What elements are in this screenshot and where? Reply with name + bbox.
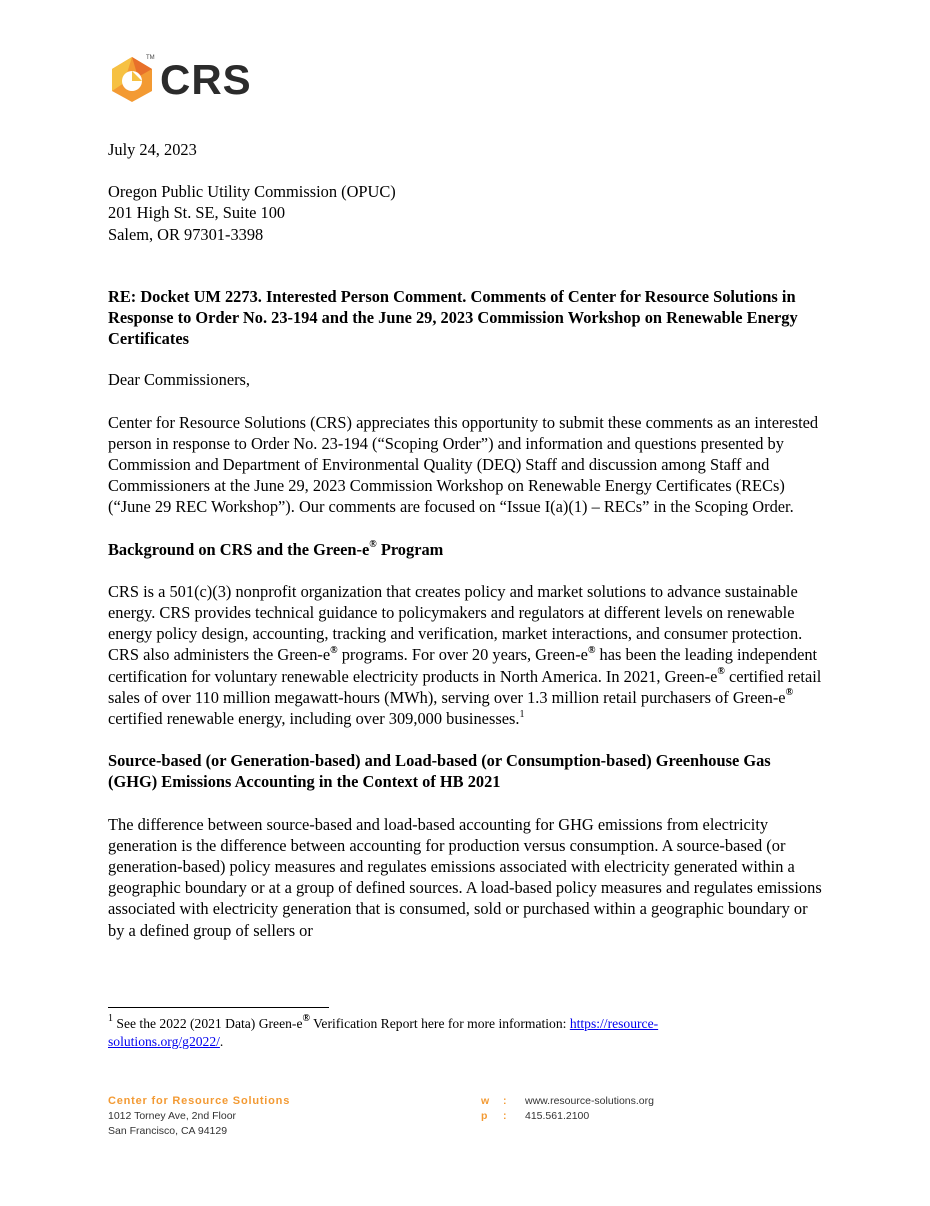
registered-mark: ®: [369, 539, 377, 551]
website-label: w: [481, 1095, 490, 1107]
registered-mark: ®: [587, 644, 596, 656]
letter-date: July 24, 2023: [108, 140, 197, 159]
address-line: 201 High St. SE, Suite 100: [108, 203, 286, 223]
registered-mark: ®: [717, 666, 725, 678]
letter-body: [108, 139, 823, 962]
section-heading-background: [108, 539, 823, 560]
heading-text: Program: [376, 539, 444, 559]
label-separator: :: [503, 1095, 507, 1107]
background-paragraph: [108, 581, 823, 729]
footer-address-line: 1012 Torney Ave, 2nd Floor: [108, 1110, 237, 1122]
footer-org-name: Center for Resource Solutions: [108, 1095, 291, 1107]
footer-address-line: San Francisco, CA 94129: [108, 1125, 228, 1137]
footnote-reference[interactable]: 1: [519, 708, 525, 720]
footer-contact: [481, 1094, 654, 1124]
text-run: certified renewable energy, including over 309,000 businesses.: [108, 709, 520, 729]
registered-mark: ®: [302, 1013, 310, 1025]
footer-website-row: [481, 1094, 654, 1109]
text-run: CRS is a 501(c)(3) nonprofit organization that creates policy and market solutions to advance sustainable energy. CRS provides technical guidance to policymakers and regulators at different levels on renewable energy policy design, accounting, tracking and verification, market interactions, and consumer protection. CRS also administers the Green-e: [108, 581, 803, 665]
accounting-paragraph: The difference between source-based and load-based accounting for GHG emissions from electricity generation is the difference between accounting for production versus consumption. A source-based (or generation-based) policy measures and regulates emissions associated with electricity generated within a geographic boundary or at a group of defined sources. A load-based policy measures and regulates emissions associated with electricity generation that is consumed, sold or purchased within a geographic boundary or by a defined group of sellers or: [108, 814, 822, 940]
crs-logo-icon: [108, 55, 156, 103]
text-run: programs. For over 20 years, Green-e: [337, 645, 588, 665]
website-text[interactable]: www.resource-solutions.org: [525, 1095, 654, 1107]
recipient-address: [108, 181, 823, 245]
trademark-mark: TM: [146, 55, 155, 61]
registered-mark: ®: [785, 687, 794, 699]
logo-wordmark: CRS: [160, 56, 252, 103]
label-separator: :: [503, 1110, 507, 1122]
phone-label: p: [481, 1110, 488, 1122]
address-line: Oregon Public Utility Commission (OPUC): [108, 182, 396, 202]
footnote-separator: [108, 1007, 329, 1008]
footnote-text: .: [219, 1034, 224, 1049]
crs-logo: [108, 55, 268, 105]
heading-text: Background on CRS and the Green-e: [108, 539, 370, 559]
phone-text: 415.561.2100: [525, 1110, 590, 1122]
section-heading-accounting: Source-based (or Generation-based) and Load-based (or Consumption-based) Greenhouse Gas (GHG) Emissions Accounting in the Context of HB 2021: [108, 751, 771, 792]
footnote-number: 1: [108, 1013, 113, 1025]
footnote: [108, 1015, 748, 1051]
registered-mark: ®: [330, 644, 338, 656]
footer-address: [108, 1094, 290, 1139]
intro-paragraph: Center for Resource Solutions (CRS) appreciates this opportunity to submit these comments as an interested person in response to Order No. 23-194 (“Scoping Order”) and information and questions presented by Commission and Department of Environmental Quality (DEQ) Staff and discussion among Staff and Commissioners at the June 29, 2023 Commission Workshop on Renewable Energy Certificates (RECs) (“June 29 REC Workshop”). Our comments are focused on “Issue I(a)(1) – RECs” in the Scoping Order.: [108, 412, 819, 517]
address-line: Salem, OR 97301-3398: [108, 224, 264, 244]
footnote-text: Verification Report here for more information:: [309, 1016, 570, 1031]
salutation: Dear Commissioners,: [108, 370, 251, 390]
text-run: certified retail sales of over 110 million megawatt-hours (MWh), serving over 1.3 million retail purchasers of Green-e: [108, 666, 822, 707]
footer-phone-row: [481, 1109, 654, 1124]
subject-line: RE: Docket UM 2273. Interested Person Comment. Comments of Center for Resource Solutions in Response to Order No. 23-194 and the June 29, 2023 Commission Workshop on Renewable Energy Certificates: [108, 286, 798, 349]
report-link[interactable]: https://resource-solutions.org/g2022/: [108, 1016, 659, 1049]
text-run: has been the leading independent certification for voluntary renewable electricity products in North America. In 2021, Green-e: [108, 645, 818, 686]
footnote-text: See the 2022 (2021 Data) Green-e: [113, 1016, 303, 1031]
